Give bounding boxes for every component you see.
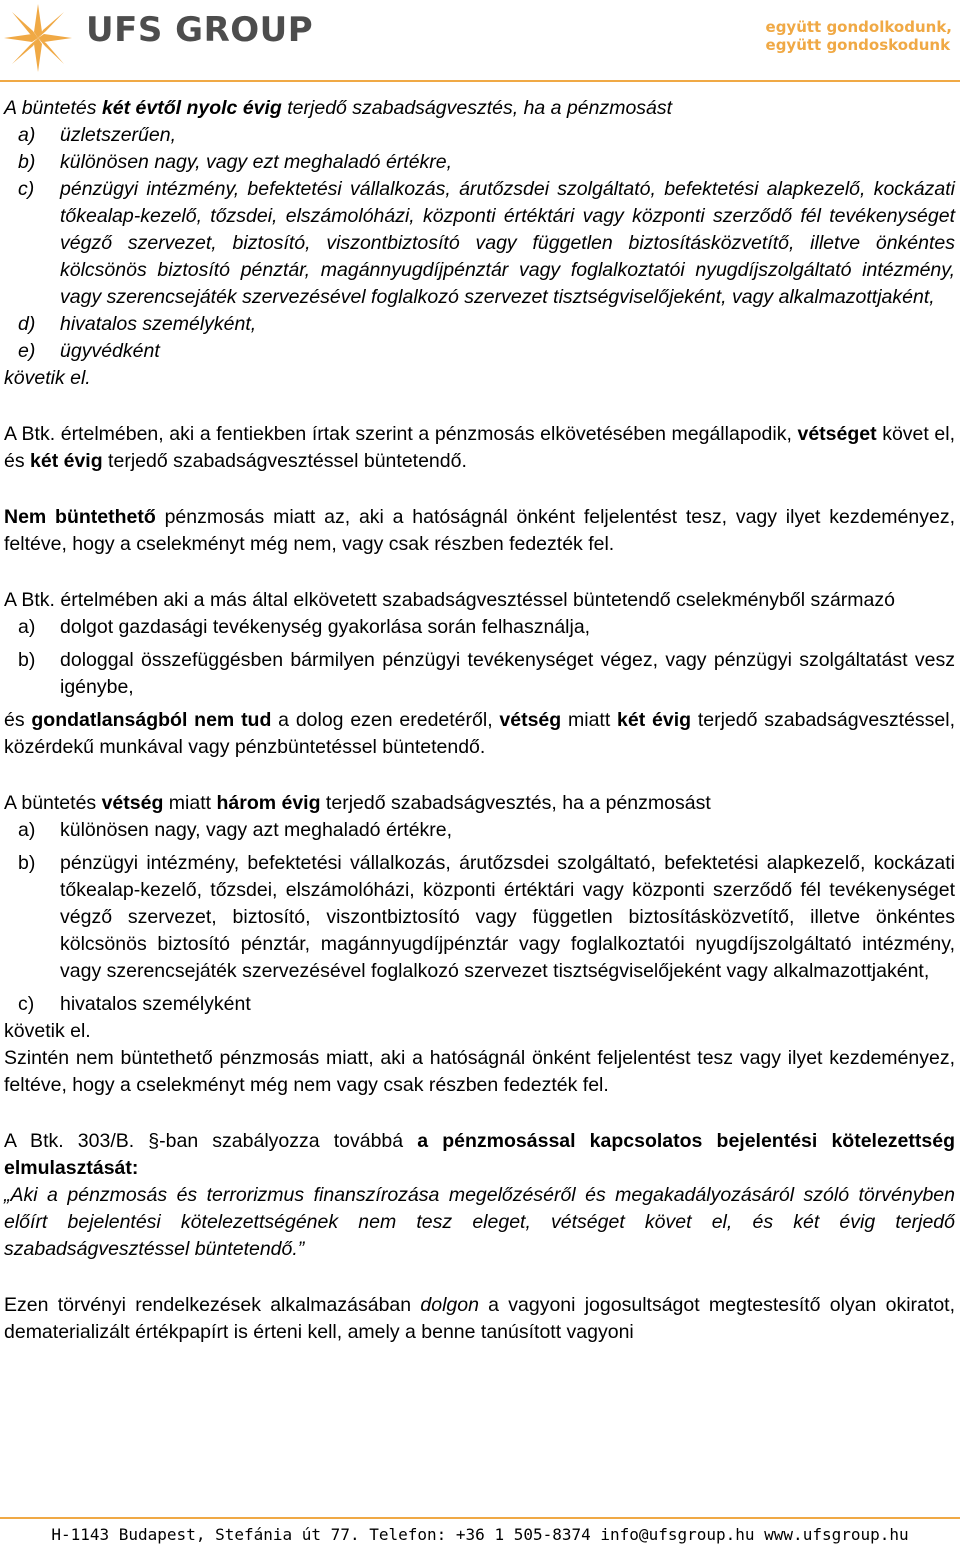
ufs-star-logo-icon <box>2 2 74 74</box>
s1-outro: követik el. <box>4 367 91 389</box>
footer-divider <box>0 1517 960 1519</box>
s2-paragraph: A Btk. értelmében, aki a fentiekben írtak szerint a pénzmosás elkövetésében megállapodik, vétséget követ el, és két évig terjedő szabadságvesztéssel büntetendő. <box>4 423 955 472</box>
list-item: a) üzletszerűen, <box>18 124 176 146</box>
slogan-line-1: együtt gondolkodunk, <box>765 18 952 36</box>
list-item: c) hivatalos személyként <box>18 993 251 1015</box>
s4-intro: A Btk. értelmében aki a más által elkövetett szabadságvesztéssel büntetendő cselekményből származó <box>4 589 895 611</box>
s5-also: Szintén nem büntethető pénzmosás miatt, aki a hatóságnál önként feljelentést tesz vagy ilyet kezdeményez, feltéve, hogy a cselekményt még nem vagy csak részben fedezték fel. <box>4 1047 955 1096</box>
list-item: b) különösen nagy, vagy ezt meghaladó értékre, <box>18 151 453 173</box>
list-item: b) dologgal összefüggésben bármilyen pénzügyi tevékenységet végez, vagy pénzügyi szolgáltatást vesz igénybe, <box>18 649 955 698</box>
header-divider <box>0 80 960 82</box>
s1-intro: A büntetés két évtől nyolc évig terjedő szabadságvesztés, ha a pénzmosást <box>4 97 673 119</box>
s7-paragraph: Ezen törvényi rendelkezések alkalmazásában dolgon a vagyoni jogosultságot megtestesítő olyan okiratot, dematerializált értékpapírt is érteni kell, amely a benne tanúsított vagyoni <box>4 1294 955 1343</box>
list-item: d) hivatalos személyként, <box>18 313 257 335</box>
s3-paragraph: Nem büntethető pénzmosás miatt az, aki a hatóságnál önként feljelentést tesz, vagy ilyet kezdeményez, feltéve, hogy a cselekményt még nem, vagy csak részben fedezték fel. <box>4 506 955 555</box>
s4-outro: és gondatlanságból nem tud a dolog ezen eredetéről, vétség miatt két évig terjedő szabadságvesztéssel, közérdekű munkával vagy pénzbüntetéssel büntetendő. <box>4 709 956 758</box>
section-eligibility <box>4 95 955 392</box>
s5-outro: követik el. <box>4 1020 91 1042</box>
list-item: c) pénzügyi intézmény, befektetési vállalkozás, árutőzsdei szolgáltató, befektetési alapkezelő, kockázati tőkealap-kezelő, tőzsdei, elszámolóházi, központi értéktári vagy központi szerződő fél tevékenységet végző szervezet, biztosító, viszontbiztosító vagy független biztosításközvetítő, illetve önkéntes kölcsönös biztosító pénztár, magánnyugdíjpénztár vagy foglalkoztatói nyugdíjszolgáltató intézmény, vagy szerencsejáték szervezésével foglalkozó szervezet tisztségviselőjeként, vagy alkalmazottjaként, <box>18 178 955 308</box>
s6-quote: „Aki a pénzmosás és terrorizmus finanszírozása megelőzéséről és megakadályozásáról szóló törvényben előírt bejelentési kötelezettségének nem tesz eleget, vétséget követ el, és két évig terjedő szabadságvesztéssel büntetendő.” <box>4 1184 955 1260</box>
document-body <box>4 95 955 1346</box>
footer-contact: H-1143 Budapest, Stefánia út 77. Telefon: +36 1 505-8374 info@ufsgroup.hu www.ufsgroup.hu <box>51 1525 909 1544</box>
list-item: e) ügyvédként <box>18 340 160 362</box>
list-item: b) pénzügyi intézmény, befektetési vállalkozás, árutőzsdei szolgáltató, befektetési alapkezelő, kockázati tőkealap-kezelő, tőzsdei, elszámolóházi, központi értéktári vagy központi szerződő fél tevékenységet végző szervezet, biztosító, viszontbiztosító vagy független biztosításközvetítő, illetve önkéntes kölcsönös biztosító pénztár, magánnyugdíjpénztár vagy foglalkoztatói nyugdíjszolgáltató intézmény, vagy szerencsejáték szervezésével foglalkozó szervezet tisztségviselőjeként vagy alkalmazottjaként, <box>18 852 955 982</box>
s5-intro: A büntetés vétség miatt három évig terjedő szabadságvesztés, ha a pénzmosást <box>4 792 711 814</box>
s1-list <box>4 122 955 365</box>
s5-list <box>4 817 955 1018</box>
page-header <box>0 0 960 80</box>
s4-list <box>4 614 955 701</box>
logo-wordmark: UFS GROUP <box>86 10 314 50</box>
list-item: a) különösen nagy, vagy azt meghaladó értékre, <box>18 819 453 841</box>
s6-intro: A Btk. 303/B. §-ban szabályozza továbbá a pénzmosással kapcsolatos bejelentési kötelezettség elmulasztását: <box>4 1130 955 1179</box>
slogan-line-2: együtt gondoskodunk <box>765 36 951 54</box>
slogan <box>766 18 952 54</box>
list-item: a) dolgot gazdasági tevékenység gyakorlása során felhasználja, <box>18 616 591 638</box>
